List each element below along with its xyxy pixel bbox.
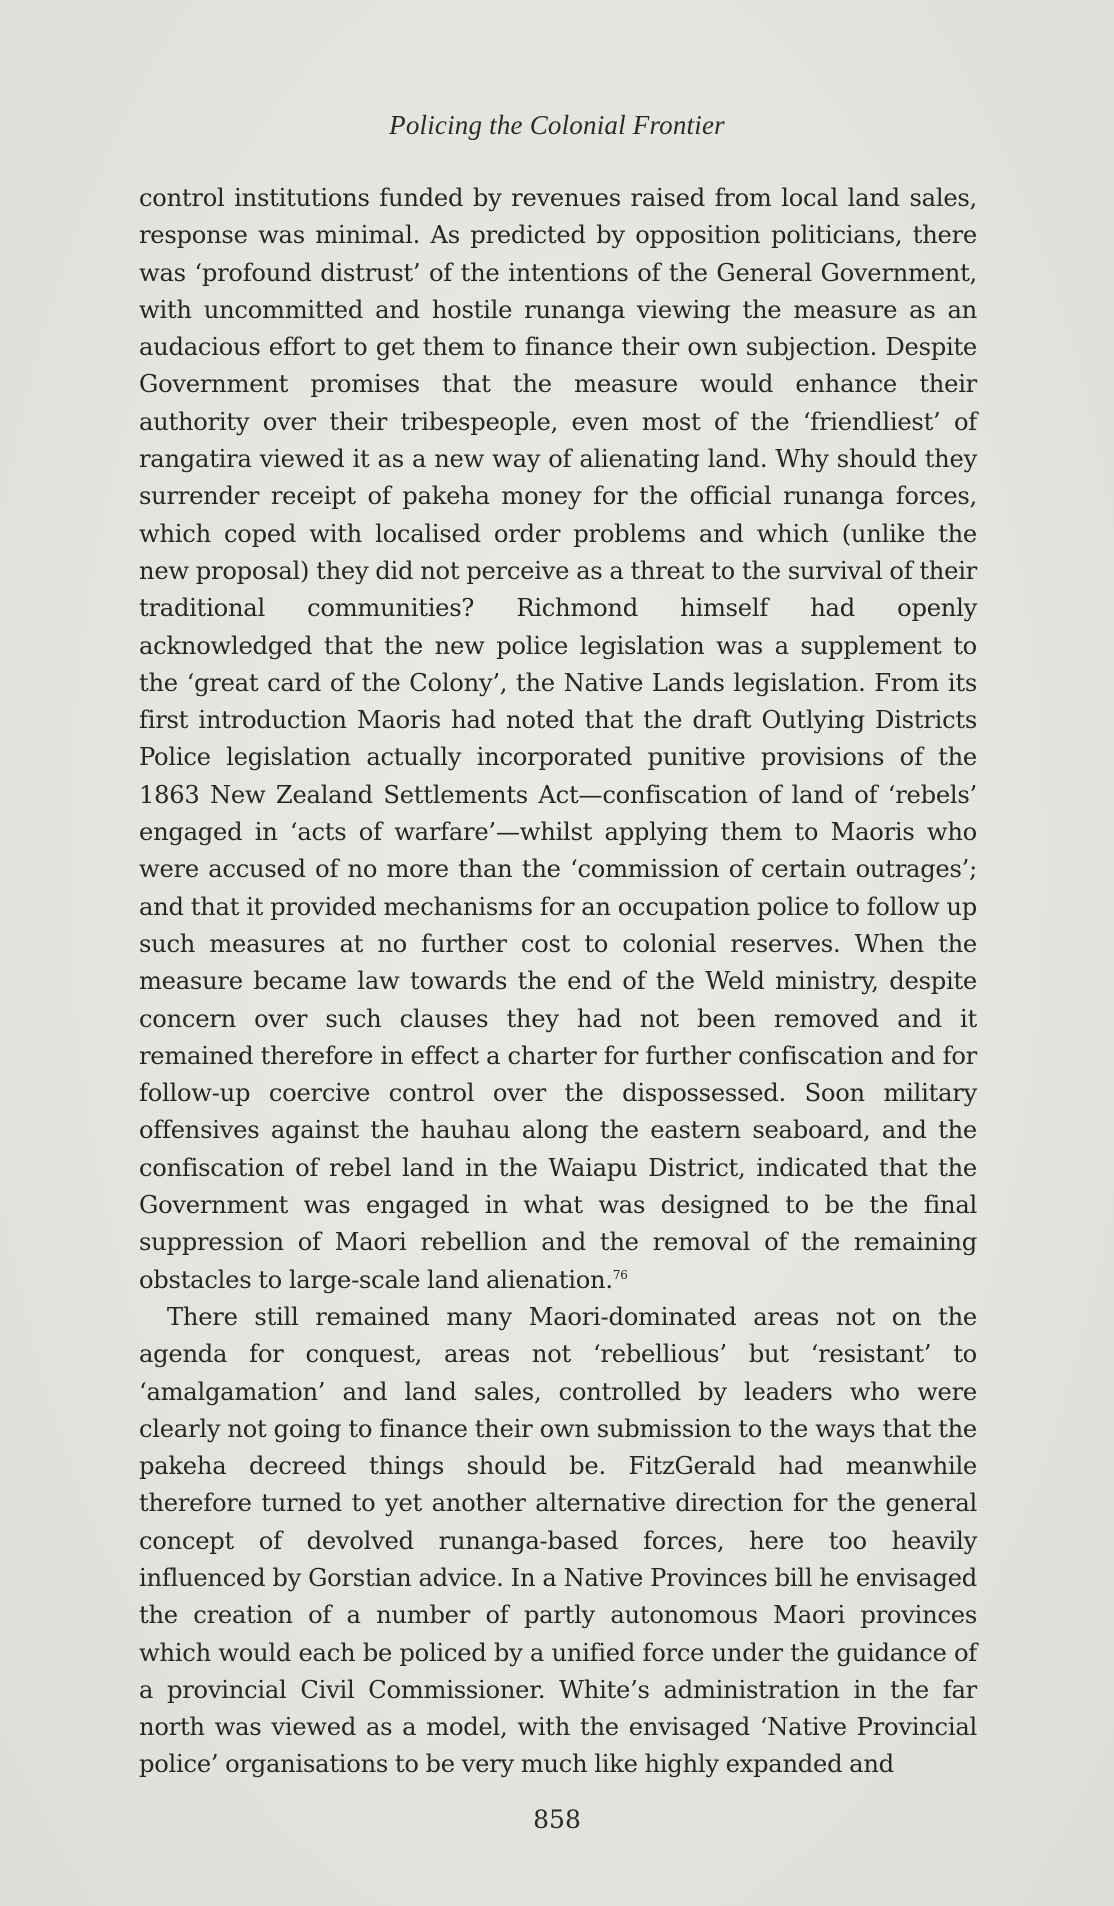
footnote-reference: 76	[612, 1267, 628, 1282]
running-head: Policing the Colonial Frontier	[389, 110, 725, 140]
paragraph-text: control institutions funded by revenues raised from local land sales, response was minimal. As predicted by opposition politicians, there was ‘profound distrust’ of the intentions of the General Government, with uncommitted and hostile runanga viewing the measure as an audacious effort to get them to finance their own subjection. Despite Government promises that the measure would enhance their authority over their tribespeople, even most of the ‘friendliest’ of rangatira viewed it as a new way of alienating land. Why should they surrender receipt of pakeha money for the official runanga forces, which coped with localised order problems and which (unlike the new proposal) they did not perceive as a threat to the survival of their traditional communities? Richmond himself had openly acknowledged that the new police legislation was a supplement to the ‘great card of the Colony’, the Native Lands legislation. From its first introduction Maoris had noted that the draft Outlying Districts Police legislation actually incorporated punitive provisions of the 1863 New Zealand Settlements Act—confiscation of land of ‘rebels’ engaged in ‘acts of warfare’—whilst applying them to Maoris who were accused of no more than the ‘commission of certain outrages’; and that it provided mechanisms for an occupation police to follow up such measures at no further cost to colonial reserves. When the measure became law towards the end of the Weld ministry, despite concern over such clauses they had not been removed and it remained therefore in effect a charter for further confiscation and for follow-up coercive control over the dispossessed. Soon military offensives against the hauhau along the eastern seaboard, and the confiscation of rebel land in the Waiapu District, indicated that the Government was engaged in what was designed to be the final suppression of Maori rebellion and the removal of the remaining obstacles to large-scale land alienation.	[139, 184, 977, 1294]
paragraph	[139, 180, 977, 1299]
page-number: 858	[533, 1805, 581, 1834]
paragraph: There still remained many Maori-dominated areas not on the agenda for conquest, areas not ‘rebellious’ but ‘resistant’ to ‘amalgamation’ and land sales, controlled by leaders who were clearly not going to finance their own submission to the ways that the pakeha decreed things should be. FitzGerald had meanwhile therefore turned to yet another alternative direction for the general concept of devolved runanga-based forces, here too heavily influenced by Gorstian advice. In a Native Provinces bill he envisaged the creation of a number of partly autonomous Maori provinces which would each be policed by a unified force under the guidance of a provincial Civil Commissioner. White’s administration in the far north was viewed as a model, with the envisaged ‘Native Provincial police’ organisations to be very much like highly expanded and	[139, 1302, 977, 1779]
body-text	[139, 180, 977, 1784]
